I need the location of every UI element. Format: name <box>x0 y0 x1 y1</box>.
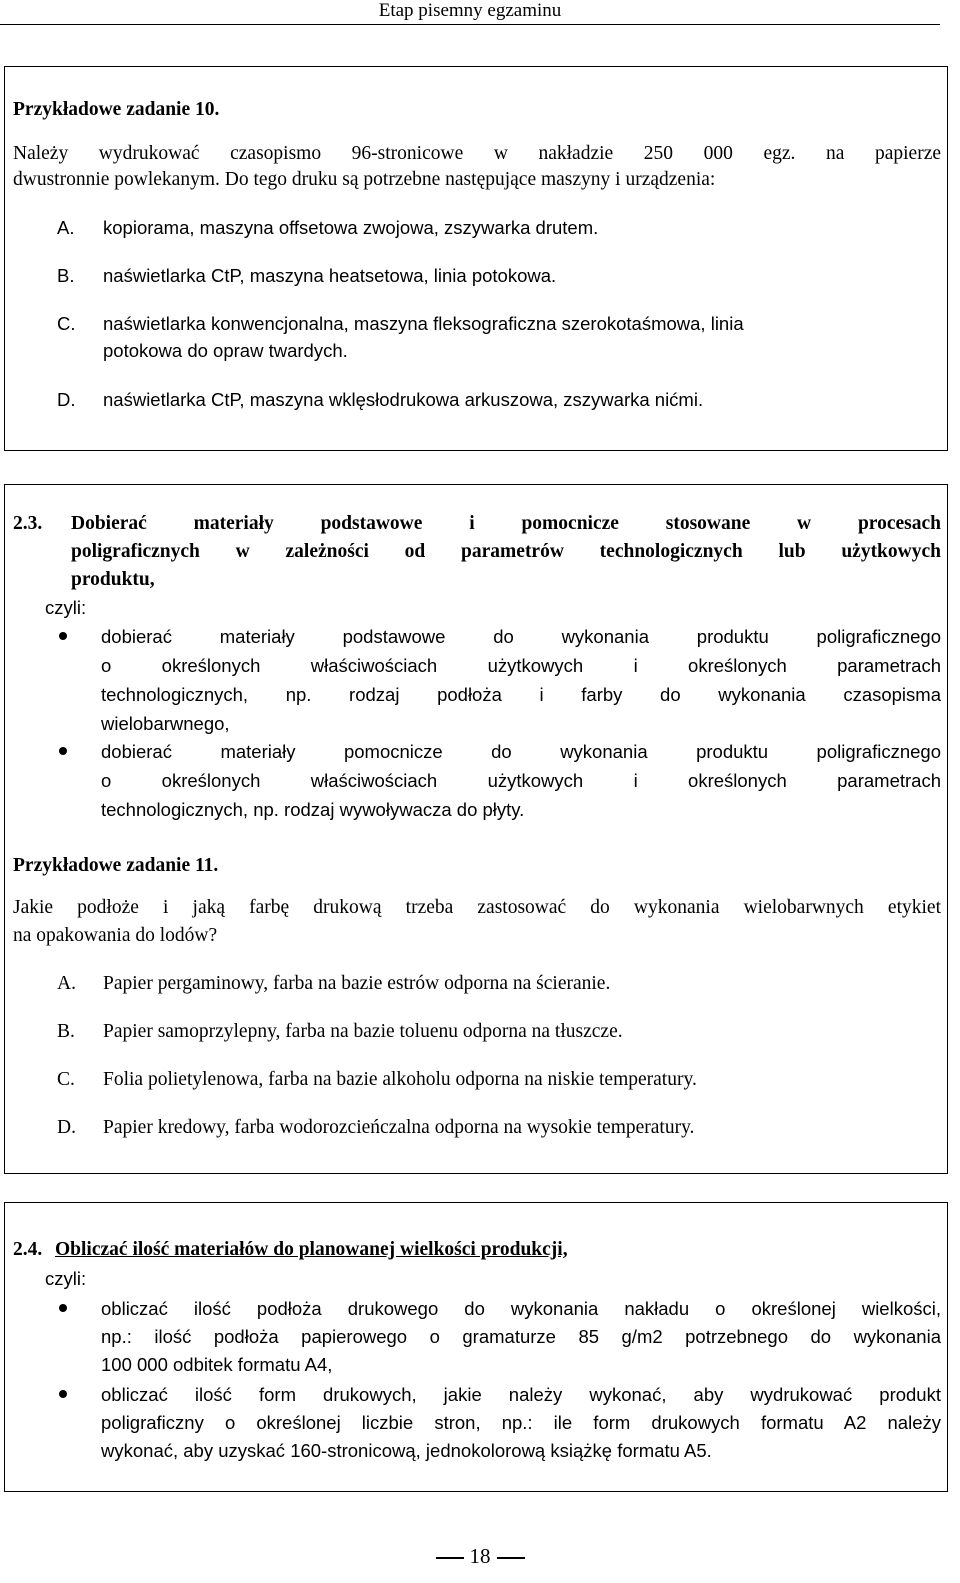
option-text: naświetlarka CtP, maszyna heatsetowa, linia potokowa. <box>103 265 557 286</box>
bullet-icon <box>59 747 67 755</box>
option-text-line2: potokowa do opraw twardych. <box>103 340 348 361</box>
section-2-4-box <box>4 1202 948 1492</box>
bullet-icon <box>59 632 67 640</box>
section-2-3-bullet-1-line3: technologicznych, np. rodzaj podłoża i farby do wykonania czasopisma <box>101 684 941 705</box>
task-10-question-line1: Należy wydrukować czasopismo 96-stronicowe w nakładzie 250 000 egz. na papierze <box>13 143 941 164</box>
option-letter: A. <box>57 217 75 238</box>
section-2-3-bullet-2-line3: technologicznych, np. rodzaj wywoływacza do płyty. <box>101 799 525 820</box>
task-10-title: Przykładowe zadanie 10. <box>13 99 220 120</box>
option-letter: D. <box>57 1117 76 1138</box>
section-2-4-bullet-1-line3: 100 000 odbitek formatu A4, <box>101 1354 333 1375</box>
option-letter: D. <box>57 389 76 410</box>
option-text: naświetlarka CtP, maszyna wklęsłodrukowa arkuszowa, zszywarka nićmi. <box>103 389 704 410</box>
section-2-4-number: 2.4. <box>13 1239 43 1260</box>
option-text: naświetlarka konwencjonalna, maszyna fleksograficzna szerokotaśmowa, linia <box>103 313 744 334</box>
section-2-3-bullet-1-line4: wielobarwnego, <box>101 713 230 734</box>
option-text: Papier kredowy, farba wodorozcieńczalna odporna na wysokie temperatury. <box>103 1117 695 1138</box>
option-letter: C. <box>57 313 76 334</box>
option-text: Papier samoprzylepny, farba na bazie toluenu odporna na tłuszcze. <box>103 1021 623 1042</box>
page-header <box>0 0 940 25</box>
option-text: kopiorama, maszyna offsetowa zwojowa, zszywarka drutem. <box>103 217 599 238</box>
bullet-icon <box>59 1304 67 1312</box>
dash-left <box>436 1557 464 1559</box>
option-letter: A. <box>57 973 76 994</box>
section-2-3-box <box>4 484 948 1174</box>
bullet-icon <box>59 1390 67 1398</box>
task-10-box <box>4 66 948 451</box>
section-2-3-bullet-2-line1: dobierać materiały pomocnicze do wykonania produktu poligraficznego <box>101 741 941 762</box>
section-2-3-czyli: czyli: <box>45 597 87 618</box>
section-2-4-czyli: czyli: <box>45 1268 87 1289</box>
option-letter: B. <box>57 265 75 286</box>
task-10-question-line2: dwustronnie powlekanym. Do tego druku są potrzebne następujące maszyny i urządzenia: <box>13 169 716 190</box>
option-letter: B. <box>57 1021 75 1042</box>
section-2-4-bullet-2-line1: obliczać ilość form drukowych, jakie należy wykonać, aby wydrukować produkt <box>101 1384 941 1405</box>
section-2-3-bullet-1-line2: o określonych właściwościach użytkowych i określonych parametrach <box>101 655 941 676</box>
page-footer <box>0 1542 960 1570</box>
section-2-3-bullet-2-line2: o określonych właściwościach użytkowych i określonych parametrach <box>101 770 941 791</box>
section-2-4-bullet-2-line3: wykonać, aby uzyskać 160-stronicową, jednokolorową książkę formatu A5. <box>101 1440 712 1461</box>
section-2-4-bullet-1-line1: obliczać ilość podłoża drukowego do wykonania nakładu o określonej wielkości, <box>101 1298 941 1319</box>
task-11-question-line2: na opakowania do lodów? <box>13 925 218 946</box>
section-2-3-number: 2.3. <box>13 513 43 534</box>
option-text: Folia polietylenowa, farba na bazie alkoholu odporna na niskie temperatury. <box>103 1069 697 1090</box>
option-text: Papier pergaminowy, farba na bazie estrów odporna na ścieranie. <box>103 973 611 994</box>
section-2-4-title: Obliczać ilość materiałów do planowanej wielkości produkcji, <box>55 1239 568 1260</box>
section-2-4-bullet-1-line2: np.: ilość podłoża papierowego o gramaturze 85 g/m2 potrzebnego do wykonania <box>101 1326 941 1347</box>
page-number: 18 <box>469 1544 491 1568</box>
section-2-3-title-line2: poligraficznych w zależności od parametrów technologicznych lub użytkowych <box>71 541 941 562</box>
task-11-question-line1: Jakie podłoże i jaką farbę drukową trzeba zastosować do wykonania wielobarwnych etykiet <box>13 897 941 918</box>
section-2-3-bullet-1-line1: dobierać materiały podstawowe do wykonania produktu poligraficznego <box>101 626 941 647</box>
option-letter: C. <box>57 1069 75 1090</box>
task-11-title: Przykładowe zadanie 11. <box>13 855 219 876</box>
section-2-3-title-line1: Dobierać materiały podstawowe i pomocnicze stosowane w procesach <box>71 513 941 534</box>
section-2-3-title-line3: produktu, <box>71 569 155 590</box>
section-2-4-bullet-2-line2: poligraficzny o określonej liczbie stron, np.: ile form drukowych formatu A2 należy <box>101 1412 941 1433</box>
dash-right <box>497 1557 525 1559</box>
header-title: Etap pisemny egzaminu <box>378 0 562 21</box>
